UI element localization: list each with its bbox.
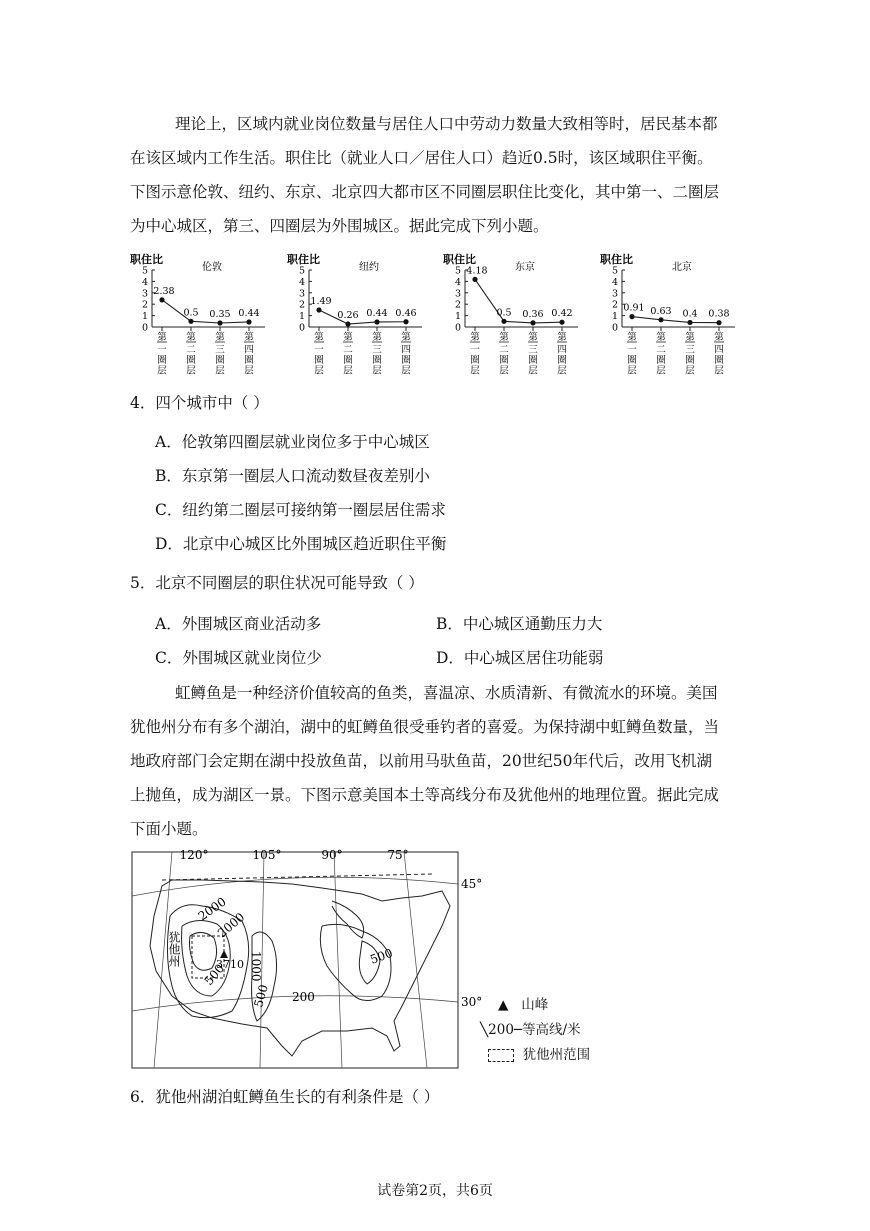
chart-title: 伦敦: [202, 262, 222, 273]
data-label: 2.38: [153, 285, 175, 297]
y-tick-label: 0: [298, 322, 305, 334]
x-tick-label: 一: [627, 344, 637, 356]
y-tick-label: 3: [141, 288, 148, 300]
peak-elevation-label: 3710: [216, 958, 244, 971]
data-label: 0.91: [623, 302, 645, 314]
data-point: [316, 307, 321, 312]
chart-newyork: [287, 253, 447, 377]
x-tick-label: 一: [157, 344, 167, 356]
x-tick-label: 层: [215, 365, 225, 377]
utah-boundary-legend-icon: [488, 1049, 514, 1062]
x-tick-label: 一: [470, 344, 480, 356]
passage2-line-4: 上抛鱼，成为湖区一景。下图示意美国本土等高线分布及犹他州的地理位置。据此完成: [130, 786, 720, 804]
x-tick-label: 第: [215, 332, 225, 343]
y-tick-label: 1: [611, 311, 618, 323]
x-tick-label: 层: [244, 365, 254, 377]
x-tick-label: 圈: [244, 355, 254, 366]
chart-title: 北京: [672, 262, 692, 273]
x-tick-label: 圈: [186, 355, 196, 366]
x-tick-label: 层: [470, 365, 480, 377]
y-axis-label: 职住比: [287, 253, 320, 266]
data-label: 0.5: [183, 307, 199, 319]
y-axis-label: 职住比: [130, 253, 163, 266]
q4-option-b[interactable]: B．东京第一圈层人口流动数昼夜差别小: [155, 467, 430, 485]
chart-beijing: [600, 253, 760, 377]
data-label: 0.44: [238, 307, 260, 319]
chart-beijing-svg: [600, 253, 760, 377]
y-tick-label: 1: [298, 311, 305, 323]
x-tick-label: 四: [714, 344, 724, 356]
data-point: [188, 319, 193, 324]
data-label: 0.35: [209, 309, 231, 321]
data-label: 0.63: [650, 305, 672, 317]
data-point: [159, 297, 164, 302]
x-tick-label: 层: [656, 365, 666, 377]
y-tick-label: 2: [454, 299, 461, 311]
q4-option-a[interactable]: A．伦敦第四圈层就业岗位多于中心城区: [155, 433, 430, 451]
y-tick-label: 1: [141, 311, 148, 323]
data-label: 0.5: [496, 307, 512, 319]
x-tick-label: 层: [372, 365, 382, 377]
x-tick-label: 三: [528, 344, 538, 356]
data-point: [658, 317, 663, 322]
chart-london-svg: [130, 253, 290, 377]
y-tick-label: 2: [141, 299, 148, 311]
data-point: [345, 321, 350, 326]
contour-label-500-a: 500: [251, 983, 271, 1009]
q5-option-c[interactable]: C．外围城区就业岗位少: [155, 649, 322, 667]
x-tick-label: 层: [627, 365, 637, 377]
data-label: 0.4: [682, 308, 698, 320]
x-tick-label: 四: [401, 344, 411, 356]
x-tick-label: 一: [314, 344, 324, 356]
data-point: [374, 319, 379, 324]
x-tick-label: 二: [499, 344, 509, 356]
x-tick-label: 圈: [401, 355, 411, 366]
y-tick-label: 4: [454, 276, 461, 288]
y-tick-label: 2: [611, 299, 618, 311]
x-tick-label: 三: [372, 344, 382, 356]
x-tick-label: 四: [557, 344, 567, 356]
lat-label-45: 45°: [461, 877, 483, 891]
x-tick-label: 第: [627, 332, 637, 343]
x-tick-label: 层: [401, 365, 411, 377]
data-point: [501, 319, 506, 324]
data-label: 0.26: [337, 310, 359, 322]
data-point: [530, 320, 535, 325]
lat-label-30: 30°: [461, 995, 483, 1009]
x-tick-label: 层: [528, 365, 538, 377]
x-tick-label: 层: [499, 365, 509, 377]
x-tick-label: 二: [343, 344, 353, 356]
series-line: [475, 279, 562, 323]
legend-utah-label: 犹他州范围: [522, 1047, 591, 1063]
passage2-line-3: 地政府部门会定期在湖中投放鱼苗，以前用马驮鱼苗，20世纪50年代后，改用飞机湖: [130, 752, 712, 770]
q5-stem: 5．北京不同圈层的职住状况可能导致（ ）: [130, 574, 424, 592]
q6-stem: 6．犹他州湖泊虹鳟鱼生长的有利条件是（ ）: [130, 1088, 440, 1106]
x-tick-label: 第: [528, 332, 538, 343]
data-point: [629, 314, 634, 319]
passage2-line-1: 虹鳟鱼是一种经济价值较高的鱼类，喜温凉、水质清新、有微流水的环境。美国: [175, 684, 718, 702]
x-tick-label: 第: [685, 332, 695, 343]
y-axis-label: 职住比: [600, 253, 633, 266]
y-tick-label: 5: [298, 265, 305, 277]
peak-legend-icon: ▲: [498, 997, 509, 1013]
data-label: 1.49: [310, 296, 332, 308]
x-tick-label: 圈: [314, 355, 324, 366]
y-axis-label: 职住比: [443, 253, 476, 266]
x-tick-label: 层: [685, 365, 695, 377]
y-tick-label: 3: [298, 288, 305, 300]
x-tick-label: 第: [244, 332, 254, 343]
x-tick-label: 第: [314, 332, 324, 343]
x-tick-label: 第: [470, 332, 480, 343]
legend-peak: [498, 996, 548, 1014]
x-tick-label: 层: [557, 365, 567, 377]
x-tick-label: 圈: [499, 355, 509, 366]
lon-label-105: 105°: [252, 848, 282, 862]
q5-option-b[interactable]: B．中心城区通勤压力大: [436, 615, 603, 633]
x-tick-label: 圈: [656, 355, 666, 366]
legend-peak-label: 山峰: [521, 997, 549, 1013]
contour-legend-dash: ─: [513, 1022, 523, 1038]
x-tick-label: 第: [157, 332, 167, 343]
legend-utah: [488, 1046, 590, 1064]
y-tick-label: 3: [454, 288, 461, 300]
x-tick-label: 第: [401, 332, 411, 343]
legend-contour: [480, 1021, 581, 1039]
y-tick-label: 5: [454, 265, 461, 277]
x-tick-label: 层: [314, 365, 324, 377]
x-tick-label: 圈: [372, 355, 382, 366]
contour-label-2000-b: 2000: [214, 909, 248, 941]
y-tick-label: 3: [611, 288, 618, 300]
y-tick-label: 5: [611, 265, 618, 277]
contour-label-500-c: 500: [368, 945, 395, 967]
x-tick-label: 圈: [470, 355, 480, 366]
lon-label-90: 90°: [321, 848, 343, 862]
chart-title: 东京: [515, 262, 535, 273]
chart-newyork-svg: [287, 253, 447, 377]
contour-label-200: 200: [292, 990, 315, 1004]
data-point: [559, 320, 564, 325]
data-point: [472, 277, 477, 282]
passage2-line-5: 下面小题。: [130, 820, 208, 838]
intro-line-2: 在该区域内工作生活。职住比（就业人口／居住人口）趋近0.5时，该区域职住平衡。: [130, 149, 713, 167]
q4-option-d[interactable]: D．北京中心城区比外围城区趋近职住平衡: [155, 535, 447, 553]
us-contour-map: [132, 846, 483, 1074]
x-tick-label: 圈: [557, 355, 567, 366]
data-label: 0.44: [366, 307, 388, 319]
intro-line-4: 为中心城区，第三、四圈层为外围城区。据此完成下列小题。: [130, 217, 549, 235]
data-label: 0.38: [708, 308, 730, 320]
x-tick-label: 第: [186, 332, 196, 343]
chart-tokyo-svg: [443, 253, 603, 377]
y-tick-label: 0: [611, 322, 618, 334]
data-point: [403, 319, 408, 324]
y-tick-label: 0: [454, 322, 461, 334]
x-tick-label: 四: [244, 344, 254, 356]
data-label: 0.42: [551, 308, 573, 320]
contour-legend-icon: ╲: [480, 1022, 489, 1038]
intro-line-3: 下图示意伦敦、纽约、东京、北京四大都市区不同圈层职住比变化，其中第一、二圈层: [130, 183, 720, 201]
y-tick-label: 4: [611, 276, 618, 288]
q4-stem: 4．四个城市中（ ）: [130, 394, 269, 412]
x-tick-label: 第: [714, 332, 724, 343]
x-tick-label: 圈: [343, 355, 353, 366]
data-point: [246, 319, 251, 324]
q4-option-c[interactable]: C．纽约第二圈层可接纳第一圈层居住需求: [155, 501, 446, 519]
y-tick-label: 4: [298, 276, 305, 288]
chart-tokyo: [443, 253, 603, 377]
contour-label-1000: 1000: [249, 951, 263, 982]
series-line: [162, 300, 249, 323]
data-point: [687, 320, 692, 325]
y-tick-label: 2: [298, 299, 305, 311]
x-tick-label: 三: [215, 344, 225, 356]
x-tick-label: 第: [372, 332, 382, 343]
x-tick-label: 圈: [528, 355, 538, 366]
x-tick-label: 第: [343, 332, 353, 343]
y-tick-label: 0: [141, 322, 148, 334]
data-point: [217, 320, 222, 325]
x-tick-label: 圈: [627, 355, 637, 366]
x-tick-label: 三: [685, 344, 695, 356]
x-tick-label: 二: [186, 344, 196, 356]
lon-label-120: 120°: [179, 848, 209, 862]
data-point: [716, 320, 721, 325]
x-tick-label: 二: [656, 344, 666, 356]
y-tick-label: 5: [141, 265, 148, 277]
x-tick-label: 圈: [215, 355, 225, 366]
y-tick-label: 1: [454, 311, 461, 323]
lon-label-75: 75°: [387, 848, 409, 862]
data-label: 0.36: [522, 308, 544, 320]
q5-option-a[interactable]: A．外围城区商业活动多: [155, 615, 322, 633]
x-tick-label: 第: [557, 332, 567, 343]
x-tick-label: 第: [499, 332, 509, 343]
contour-label-500-b: 500: [201, 961, 228, 988]
passage2-line-2: 犹他州分布有多个湖泊，湖中的虹鳟鱼很受垂钓者的喜爱。为保持湖中虹鳟鱼数量，当: [130, 718, 720, 736]
x-tick-label: 圈: [685, 355, 695, 366]
series-line: [632, 317, 719, 323]
intro-line-1: 理论上，区域内就业岗位数量与居住人口中劳动力数量大致相等时，居民基本都: [175, 115, 718, 133]
x-tick-label: 层: [343, 365, 353, 377]
x-tick-label: 层: [714, 365, 724, 377]
x-tick-label: 层: [157, 365, 167, 377]
data-label: 4.18: [466, 265, 488, 277]
chart-title: 纽约: [359, 262, 379, 273]
page-footer: 试卷第2页，共6页: [377, 1183, 493, 1199]
legend-contour-label: 等高线/米: [522, 1022, 581, 1038]
x-tick-label: 圈: [714, 355, 724, 366]
y-tick-label: 4: [141, 276, 148, 288]
data-label: 0.46: [395, 307, 417, 319]
utah-label: 犹他州: [167, 931, 181, 967]
legend-contour-sample: 200: [488, 1022, 514, 1038]
q5-option-d[interactable]: D．中心城区居住功能弱: [436, 649, 604, 667]
x-tick-label: 层: [186, 365, 196, 377]
x-tick-label: 第: [656, 332, 666, 343]
x-tick-label: 圈: [157, 355, 167, 366]
contour-label-2000-a: 2000: [195, 894, 229, 924]
chart-london: [130, 253, 290, 377]
